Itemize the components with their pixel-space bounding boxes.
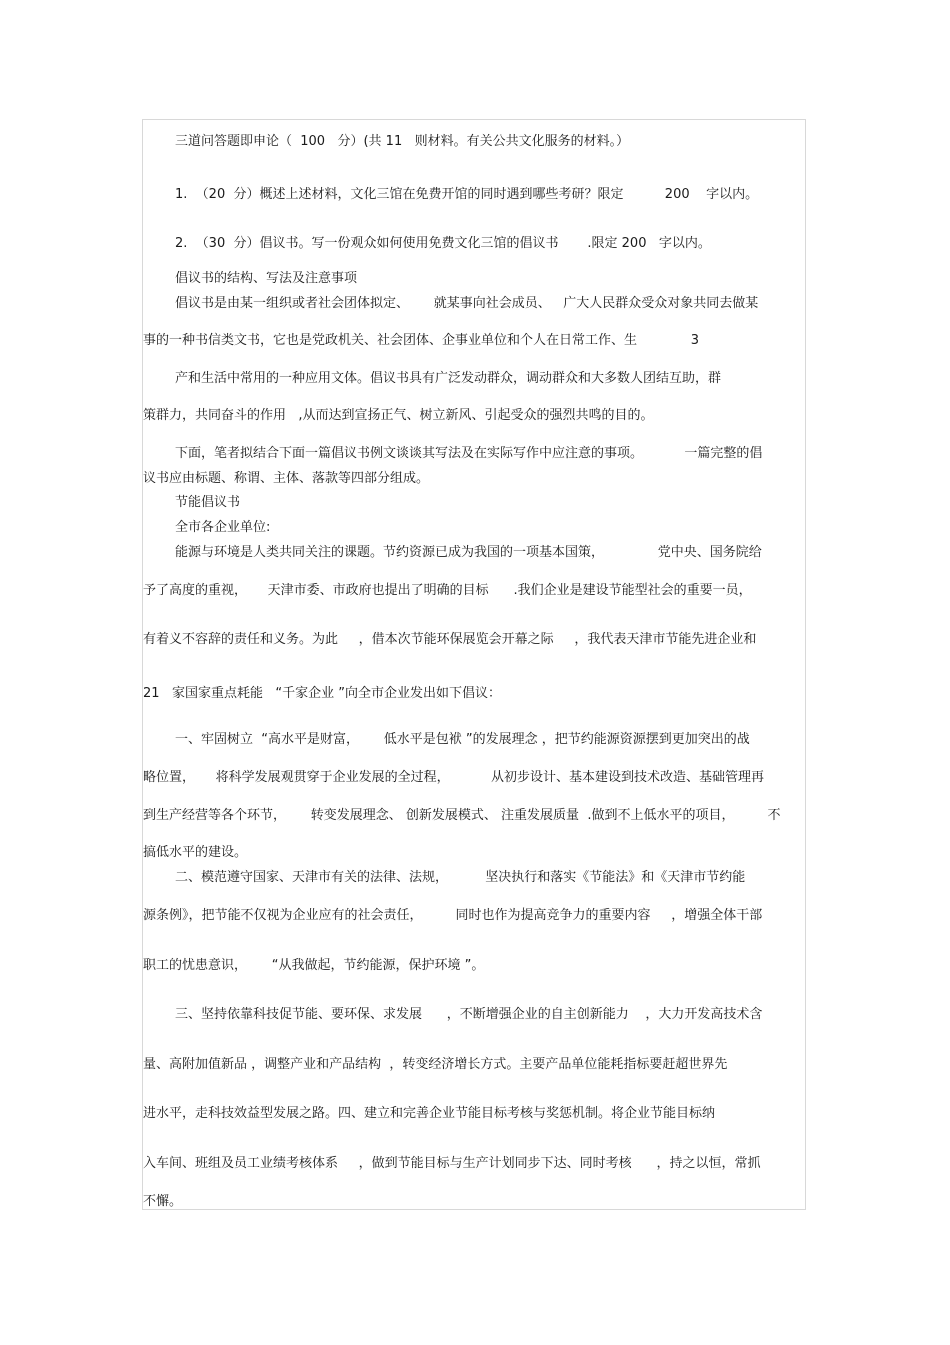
text-line: 不懈。	[143, 1194, 183, 1209]
text-line: 议书应由标题、称谓、主体、落款等四部分组成。	[143, 471, 430, 486]
text-line: 三道问答题即申论（ 100 分）(共 11 则材料。有关公共文化服务的材料。）	[175, 134, 630, 149]
text-line: 有着义不容辞的责任和义务。为此 ，借本次节能环保展览会开幕之际 ，我代表天津市节能先进企业和	[143, 632, 757, 647]
text-line: 二、模范遵守国家、天津市有关的法律、法规， 坚决执行和落实《节能法》和《天津市节约能	[175, 870, 746, 885]
text-line: 职工的忧患意识， “从我做起，节约能源，保护环境 ”。	[143, 958, 485, 973]
text-line: 到生产经营等各个环节， 转变发展理念、 创新发展模式、 注重发展质量 .做到不上低水平的项目， 不	[143, 808, 781, 823]
text-line: 节能倡议书	[175, 495, 241, 510]
text-line: 量、高附加值新品 ，调整产业和产品结构 ，转变经济增长方式。主要产品单位能耗指标要赶超世界先	[143, 1057, 728, 1072]
text-line: 策群力，共同奋斗的作用 ,从而达到宣扬正气、树立新风、引起受众的强烈共鸣的目的。	[143, 408, 654, 423]
text-line: 源条例》，把节能不仅视为企业应有的社会责任， 同时也作为提高竞争力的重要内容 ，增强全体干部	[143, 908, 763, 923]
text-line: 倡议书的结构、写法及注意事项	[175, 271, 358, 286]
text-line: 进水平，走科技效益型发展之路。四、建立和完善企业节能目标考核与奖惩机制。将企业节能目标纳	[143, 1106, 716, 1121]
text-line: 能源与环境是人类共同关注的课题。节约资源已成为我国的一项基本国策， 党中央、国务院给	[175, 545, 762, 560]
text-line: 略位置， 将科学发展观贯穿于企业发展的全过程， 从初步设计、基本建设到技术改造、基础管理再	[143, 770, 764, 785]
text-line: 一、牢固树立 “高水平是财富， 低水平是包袱 ”的发展理念 ，把节约能源资源摆到更加突出的战	[175, 732, 750, 747]
text-line: 事的一种书信类文书，它也是党政机关、社会团体、企事业单位和个人在日常工作、生 3	[143, 333, 699, 348]
text-line: 下面，笔者拟结合下面一篇倡议书例文谈谈其写法及在实际写作中应注意的事项。 一篇完整的倡	[175, 446, 763, 461]
text-line: 倡议书是由某一组织或者社会团体拟定、 就某事向社会成员、 广大人民群众受众对象共同去做某	[175, 296, 759, 311]
text-line: 1. （20 分）概述上述材料，文化三馆在免费开馆的同时遇到哪些考研？限定 200 字以内。	[175, 187, 759, 202]
text-line: 全市各企业单位:	[175, 520, 271, 535]
text-line: 予了高度的重视， 天津市委、市政府也提出了明确的目标 .我们企业是建设节能型社会的重要一员，	[143, 583, 752, 598]
text-line: 入车间、班组及员工业绩考核体系 ，做到节能目标与生产计划同步下达、同时考核 ，持之以恒，常抓	[143, 1156, 761, 1171]
text-line: 三、坚持依靠科技促节能、要环保、求发展 ，不断增强企业的自主创新能力 ，大力开发高技术含	[175, 1007, 763, 1022]
text-line: 产和生活中常用的一种应用文体。倡议书具有广泛发动群众，调动群众和大多数人团结互助，群	[175, 371, 722, 386]
text-line: 2. （30 分）倡议书。写一份观众如何使用免费文化三馆的倡议书 .限定 200 字以内。	[175, 236, 711, 251]
text-line: 21 家国家重点耗能 “千家企业 ”向全市企业发出如下倡议：	[143, 686, 501, 701]
text-line: 搞低水平的建设。	[143, 845, 248, 860]
